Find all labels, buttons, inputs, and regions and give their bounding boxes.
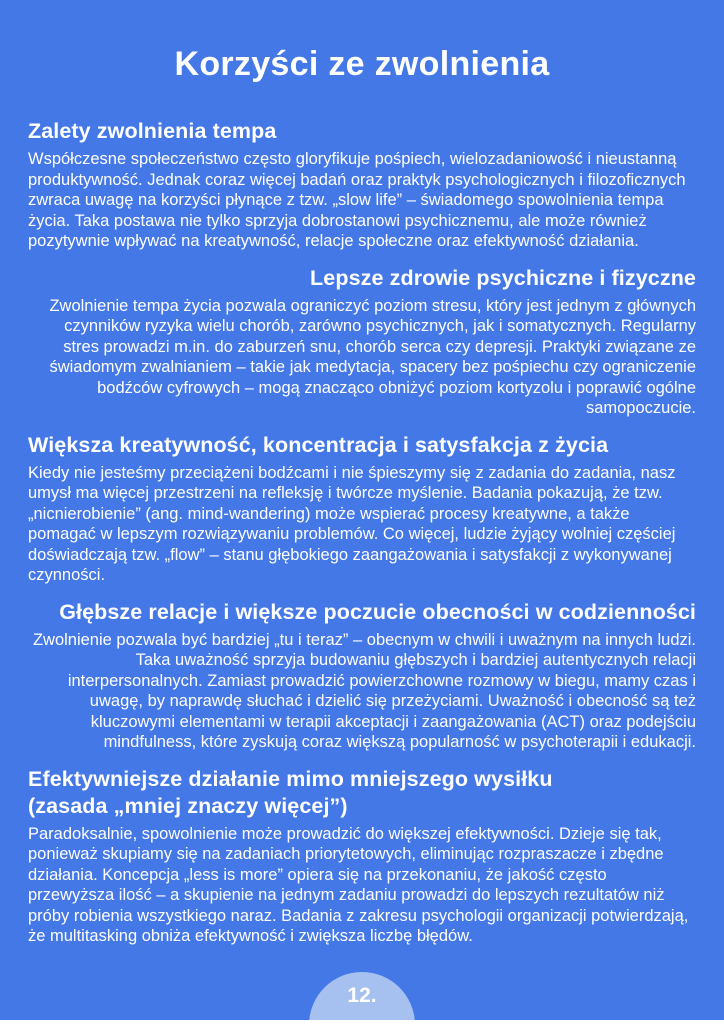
section-body: Zwolnienie tempa życia pozwala ograniczyć poziom stresu, który jest jednym z głównych czynników ryzyka wielu chorób, zarówno psychicznych, jak i somatycznych. Regularny stres prowadzi m.in. do zaburzeń snu, chorób serca czy depresji. Praktyki związane ze świadomym zwalnianiem – takie jak medytacja, spacery bez pośpiechu czy ograniczenie bodźców cyfrowych – mogą znacząco obniżyć poziom kortyzolu i poprawić ogólne samopoczucie. bbox=[49, 296, 696, 417]
page-title: Korzyści ze zwolnienia bbox=[174, 45, 550, 83]
section-efektywniejsze-dzialanie bbox=[28, 766, 696, 947]
section-heading: Zalety zwolnienia tempa bbox=[28, 119, 277, 143]
bottom-page-edge bbox=[0, 1020, 724, 1024]
section-wieksza-kreatywnosc bbox=[28, 432, 696, 586]
section-body: Zwolnienie pozwala być bardziej „tu i teraz” – obecnym w chwili i uważnym na innych ludzi. Taka uważność sprzyja budowaniu głębszych i bardziej autentycznych relacji interpersonalnych. Zamiast prowadzić powierzchowne rozmowy w biegu, mamy czas i uwagę, by naprawdę słuchać i dzielić się przeżyciami. Uważność i obecność są też kluczowymi elementami w terapii akceptacji i zaangażowania (ACT) oraz podejściu mindfulness, które zyskują coraz większą popularność w psychoterapii i edukacji. bbox=[32, 630, 696, 751]
section-glebsze-relacje bbox=[28, 599, 696, 753]
section-lepsze-zdrowie bbox=[28, 265, 696, 419]
section-heading: Lepsze zdrowie psychiczne i fizyczne bbox=[310, 265, 696, 290]
section-body: Współczesne społeczeństwo często gloryfikuje pośpiech, wielozadaniowość i nieustanną produktywność. Jednak coraz więcej badań oraz praktyk psychologicznych i filozoficznych zwraca uwagę na korzyści płynące z tzw. „slow life” – świadomego spowolnienia tempa życia. Taka postawa nie tylko sprzyja dobrostanowi psychicznemu, ale może również pozytywnie wpływać na kreatywność, relacje społeczne oraz efektywność działania. bbox=[28, 150, 686, 250]
section-heading: Większa kreatywność, koncentracja i satysfakcja z życia bbox=[28, 432, 609, 457]
section-heading-line-1: Efektywniejsze działanie mimo mniejszego wysiłku bbox=[28, 766, 553, 791]
page-number-circle bbox=[309, 972, 415, 1024]
section-heading bbox=[28, 766, 696, 820]
section-zalety-zwolnienia-tempa bbox=[28, 118, 696, 252]
section-heading: Głębsze relacje i większe poczucie obecności w codzienności bbox=[59, 599, 696, 624]
section-body: Paradoksalnie, spowolnienie może prowadzić do większej efektywności. Dzieje się tak, ponieważ skupiamy się na zadaniach priorytetowych, eliminując rozpraszacze i zbędne działania. Koncepcja „less is more” opiera się na przekonaniu, że jakość często przewyższa ilość – a skupienie na jednym zadaniu prowadzi do lepszych rezultatów niż próby robienia wszystkiego naraz. Badania z zakresu psychologii organizacji potwierdzają, że multitasking obniża efektywność i zwiększa liczbę błędów. bbox=[28, 824, 689, 945]
section-body: Kiedy nie jesteśmy przeciążeni bodźcami i nie śpieszymy się z zadania do zadania, nasz umysł ma więcej przestrzeni na refleksję i twórcze myślenie. Badania pokazują, że tzw. „nicnierobienie” (ang. mind-wandering) może wspierać procesy kreatywne, a także pomagać w lepszym rozwiązywaniu problemów. Co więcej, ludzie żyjący wolniej częściej doświadczają tzw. „flow” – stanu głębokiego zaangażowania i satysfakcji z wykonywanej czynności. bbox=[28, 463, 676, 584]
section-heading-line-2: (zasada „mniej znaczy więcej”) bbox=[28, 793, 348, 818]
page-number: 12. bbox=[347, 984, 377, 1007]
